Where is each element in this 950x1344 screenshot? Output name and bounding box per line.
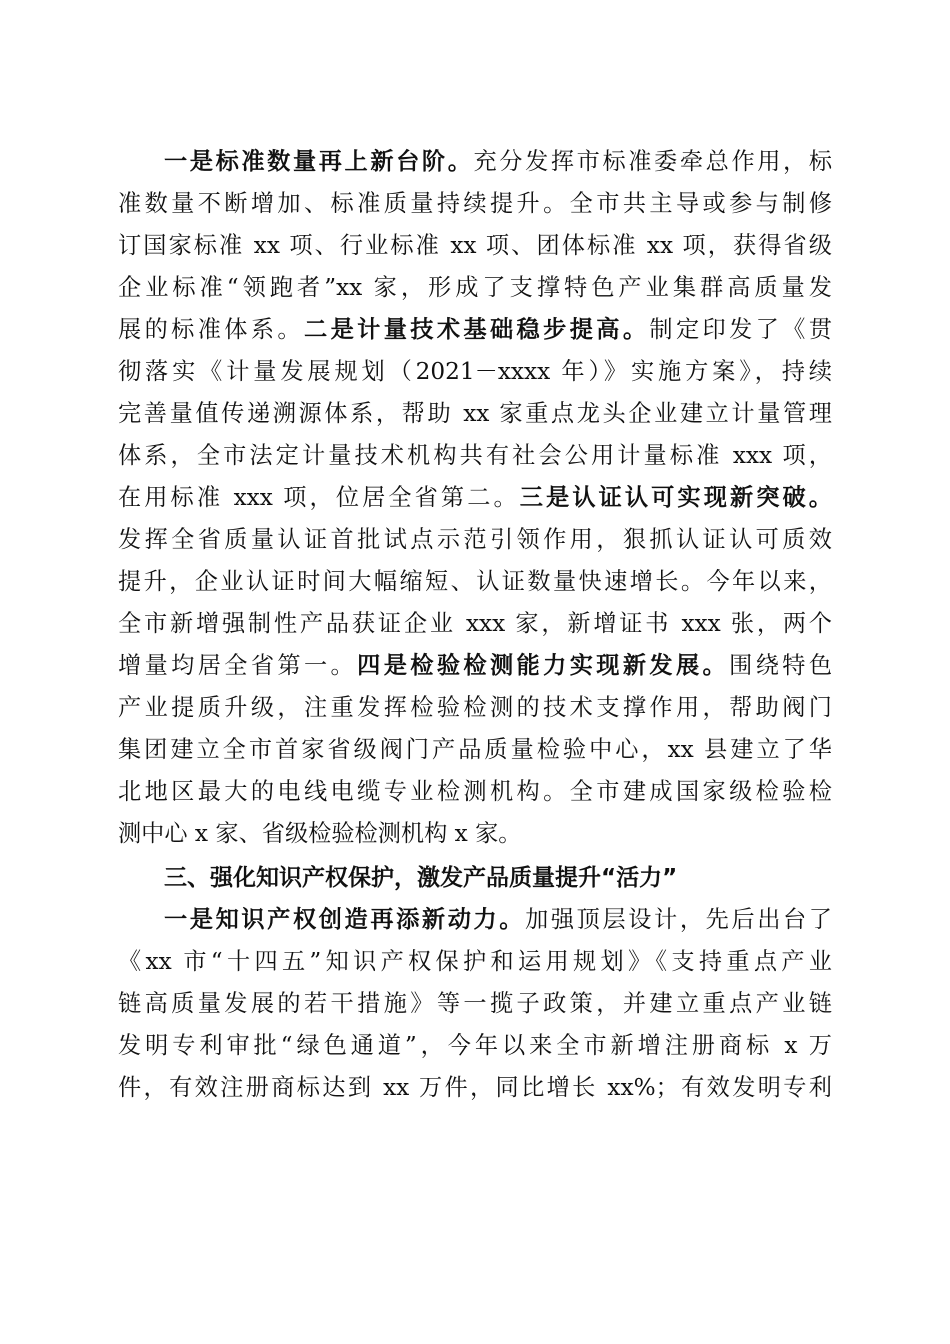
paragraph-line: 《xx 市“十四五”知识产权保护和运用规划》《支持重点产业 — [118, 948, 832, 975]
paragraph-text: 展的标准体系。 — [118, 316, 304, 343]
paragraph-line: 发明专利审批“绿色通道”，今年以来全市新增注册商标 x 万 — [118, 1032, 832, 1059]
paragraph-line: 发挥全省质量认证首批试点示范引领作用，狠抓认证认可质效 — [118, 526, 832, 553]
paragraph-lead: 三是认证认可实现新突破。 — [519, 484, 832, 511]
paragraph-line — [118, 142, 832, 182]
paragraph-line: 件，有效注册商标达到 xx 万件，同比增长 xx%；有效发明专利 — [118, 1074, 832, 1101]
paragraph-line — [118, 310, 832, 350]
paragraph-text: 充分发挥市标准委牵总作用，标 — [473, 148, 833, 175]
paragraph-line: 集团建立全市首家省级阀门产品质量检验中心，xx 县建立了华 — [118, 736, 832, 763]
document-page — [118, 0, 832, 1344]
paragraph-line: 订国家标准 xx 项、行业标准 xx 项、团体标准 xx 项，获得省级 — [118, 232, 832, 259]
paragraph-lead: 四是检验检测能力实现新发展。 — [357, 652, 730, 679]
paragraph-text: 制定印发了《贯 — [649, 316, 833, 343]
paragraph-line: 北地区最大的电线电缆专业检测机构。全市建成国家级检验检 — [118, 778, 832, 805]
paragraph-lead: 二是计量技术基础稳步提高。 — [304, 316, 650, 343]
paragraph-line: 准数量不断增加、标准质量持续提升。全市共主导或参与制修 — [118, 190, 832, 217]
paragraph-lead: 一是知识产权创造再添新动力。 — [164, 906, 526, 933]
paragraph-line: 彻落实《计量发展规划（2021－xxxx 年）》实施方案》，持续 — [118, 358, 832, 385]
paragraph-text: 增量均居全省第一。 — [118, 652, 358, 679]
paragraph-line: 提升，企业认证时间大幅缩短、认证数量快速增长。今年以来， — [118, 568, 832, 595]
section-heading: 三、强化知识产权保护，激发产品质量提升“活力” — [164, 865, 678, 891]
paragraph-text: 围绕特色 — [729, 652, 833, 679]
paragraph-text: 加强顶层设计，先后出台了 — [525, 906, 832, 933]
paragraph-line: 企业标准“领跑者”xx 家，形成了支撑特色产业集群高质量发 — [118, 274, 832, 301]
paragraph-line — [118, 478, 832, 518]
paragraph-text: 在用标准 xxx 项，位居全省第二。 — [118, 484, 520, 511]
paragraph-line: 体系，全市法定计量技术机构共有社会公用计量标准 xxx 项， — [118, 442, 832, 469]
paragraph-line: 全市新增强制性产品获证企业 xxx 家，新增证书 xxx 张，两个 — [118, 610, 832, 637]
paragraph-line — [118, 900, 832, 940]
paragraph-line: 测中心 x 家、省级检验检测机构 x 家。 — [118, 820, 522, 847]
paragraph-line: 完善量值传递溯源体系，帮助 xx 家重点龙头企业建立计量管理 — [118, 400, 832, 427]
paragraph-line: 链高质量发展的若干措施》等一揽子政策，并建立重点产业链 — [118, 990, 832, 1017]
paragraph-line: 产业提质升级，注重发挥检验检测的技术支撑作用，帮助阀门 — [118, 694, 832, 721]
paragraph-lead: 一是标准数量再上新台阶。 — [164, 148, 474, 175]
paragraph-line — [118, 646, 832, 686]
